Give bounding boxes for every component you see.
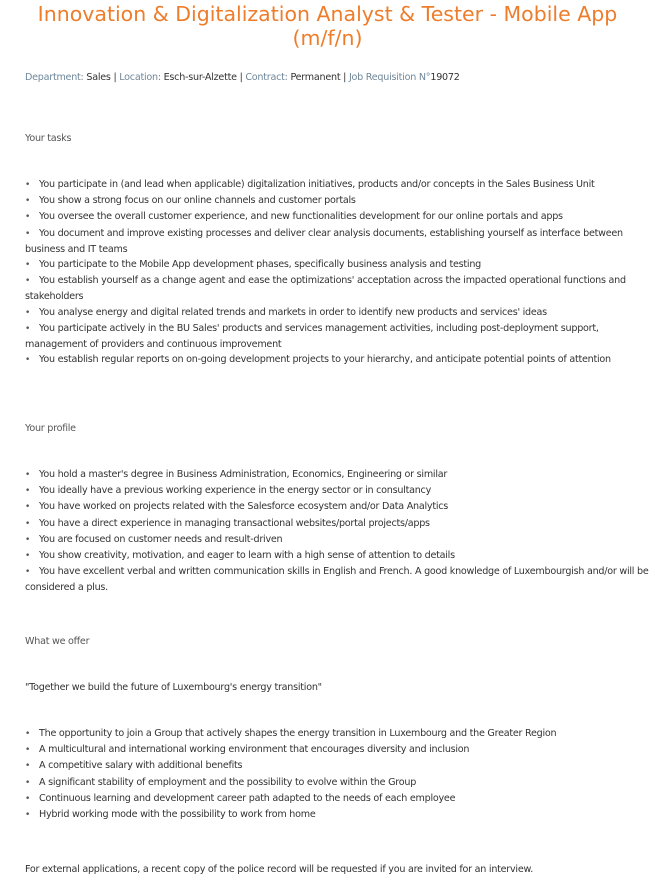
meta-separator: | — [110, 72, 120, 83]
bullet-icon: • — [25, 777, 31, 788]
contract-label: Contract: — [245, 72, 288, 83]
task-text: You participate in (and lead when applicable) digitalization initiatives, products and/or concepts in the Sales Business Unit — [39, 179, 595, 190]
list-item — [25, 532, 650, 548]
list-item — [25, 193, 650, 209]
list-item — [25, 209, 650, 225]
bullet-icon: • — [25, 793, 31, 804]
profile-text: You ideally have a previous working experience in the energy sector or in consultancy — [39, 485, 432, 497]
tasks-list — [25, 177, 650, 368]
police-record-note: For external applications, a recent copy of the police record will be requested if you are invited for an interview. — [25, 864, 534, 875]
list-item — [25, 791, 650, 807]
task-text: You participate to the Mobile App development phases, specifically business analysis and testing — [39, 259, 482, 271]
job-title: Innovation & Digitalization Analyst & Tester - Mobile App (m/f/n) — [37, 2, 618, 50]
bullet-icon: • — [25, 810, 31, 821]
task-text: You establish regular reports on on-going development projects to your hierarchy, and anticipate potential points of attention — [39, 354, 611, 366]
requisition-label: Job Requisition N° — [348, 72, 431, 83]
offer-text: A significant stability of employment and the possibility to evolve within the Group — [39, 776, 417, 788]
task-text: You oversee the overall customer experience, and new functionalities development for our online portals and apps — [39, 211, 563, 223]
requisition-value: 19072 — [430, 72, 460, 83]
bullet-icon: • — [25, 180, 31, 190]
bullet-icon: • — [25, 729, 31, 739]
profile-heading: Your profile — [25, 423, 76, 434]
list-item — [25, 483, 650, 499]
list-item — [25, 352, 650, 368]
offer-text: A multicultural and international working environment that encourages diversity and inclusion — [39, 744, 470, 756]
department-label: Department: — [25, 72, 84, 83]
profile-list — [25, 467, 650, 596]
contract-value: Permanent — [290, 72, 341, 83]
offer-quote: "Together we build the future of Luxembourg's energy transition" — [25, 682, 322, 693]
list-item — [25, 758, 650, 774]
job-meta-line — [25, 71, 460, 85]
task-text: You show a strong focus on our online channels and customer portals — [39, 195, 356, 207]
meta-separator: | — [236, 72, 246, 83]
list-item — [25, 726, 650, 742]
bullet-icon: • — [25, 260, 31, 271]
bullet-icon: • — [25, 228, 31, 239]
bullet-icon: • — [25, 355, 31, 366]
profile-text: You hold a master's degree in Business Administration, Economics, Engineering or similar — [39, 469, 448, 480]
offer-text: A competitive salary with additional benefits — [39, 760, 243, 772]
task-text: You participate actively in the BU Sales' products and services management activities, including post-deployment support, management of providers and continuous improvement — [25, 322, 599, 351]
list-item — [25, 273, 650, 304]
task-text: You document and improve existing processes and deliver clear analysis documents, establishing yourself as interface between business and IT teams — [25, 227, 623, 255]
offer-text: Hybrid working mode with the possibility to work from home — [39, 809, 316, 821]
meta-separator: | — [340, 72, 349, 83]
bullet-icon: • — [25, 212, 31, 223]
tasks-heading: Your tasks — [25, 133, 72, 144]
bullet-icon: • — [25, 761, 31, 772]
profile-text: You have excellent verbal and written communication skills in English and French. A good knowledge of Luxembourgish and/or will be considered a plus. — [25, 566, 649, 594]
offer-list — [25, 726, 650, 823]
profile-text: You have a direct experience in managing transactional websites/portal projects/apps — [39, 517, 430, 529]
bullet-icon: • — [25, 534, 31, 545]
bullet-icon: • — [25, 307, 31, 318]
profile-text: You have worked on projects related with the Salesforce ecosystem and/or Data Analytics — [39, 501, 449, 513]
list-item — [25, 257, 650, 273]
bullet-icon: • — [25, 518, 31, 529]
task-text: You analyse energy and digital related trends and markets in order to identify new products and services' ideas — [39, 306, 547, 318]
bullet-icon: • — [25, 276, 31, 287]
list-item — [25, 226, 650, 257]
offer-heading: What we offer — [25, 636, 90, 647]
list-item — [25, 775, 650, 791]
list-item — [25, 467, 650, 483]
profile-text: You are focused on customer needs and result-driven — [39, 533, 283, 545]
list-item — [25, 564, 650, 595]
list-item — [25, 321, 650, 352]
bullet-icon: • — [25, 196, 31, 207]
department-value: Sales — [86, 72, 111, 83]
offer-text: The opportunity to join a Group that actively shapes the energy transition in Luxembourg and the Greater Region — [39, 728, 557, 739]
bullet-icon: • — [25, 323, 31, 334]
location-value: Esch-sur-Alzette — [163, 72, 237, 83]
list-item — [25, 516, 650, 532]
task-text: You establish yourself as a change agent and ease the optimizations' acceptation across the impacted operational functions and stakeholders — [25, 275, 626, 303]
list-item — [25, 305, 650, 321]
profile-text: You show creativity, motivation, and eager to learn with a high sense of attention to details — [39, 550, 455, 562]
location-label: Location: — [119, 72, 161, 83]
bullet-icon: • — [25, 745, 31, 756]
offer-text: Continuous learning and development career path adapted to the needs of each employee — [39, 792, 456, 804]
list-item — [25, 742, 650, 758]
bullet-icon: • — [25, 470, 31, 480]
list-item — [25, 807, 650, 823]
bullet-icon: • — [25, 486, 31, 497]
list-item — [25, 548, 650, 564]
list-item — [25, 177, 650, 193]
bullet-icon: • — [25, 502, 31, 513]
bullet-icon: • — [25, 567, 31, 578]
bullet-icon: • — [25, 551, 31, 562]
list-item — [25, 499, 650, 515]
